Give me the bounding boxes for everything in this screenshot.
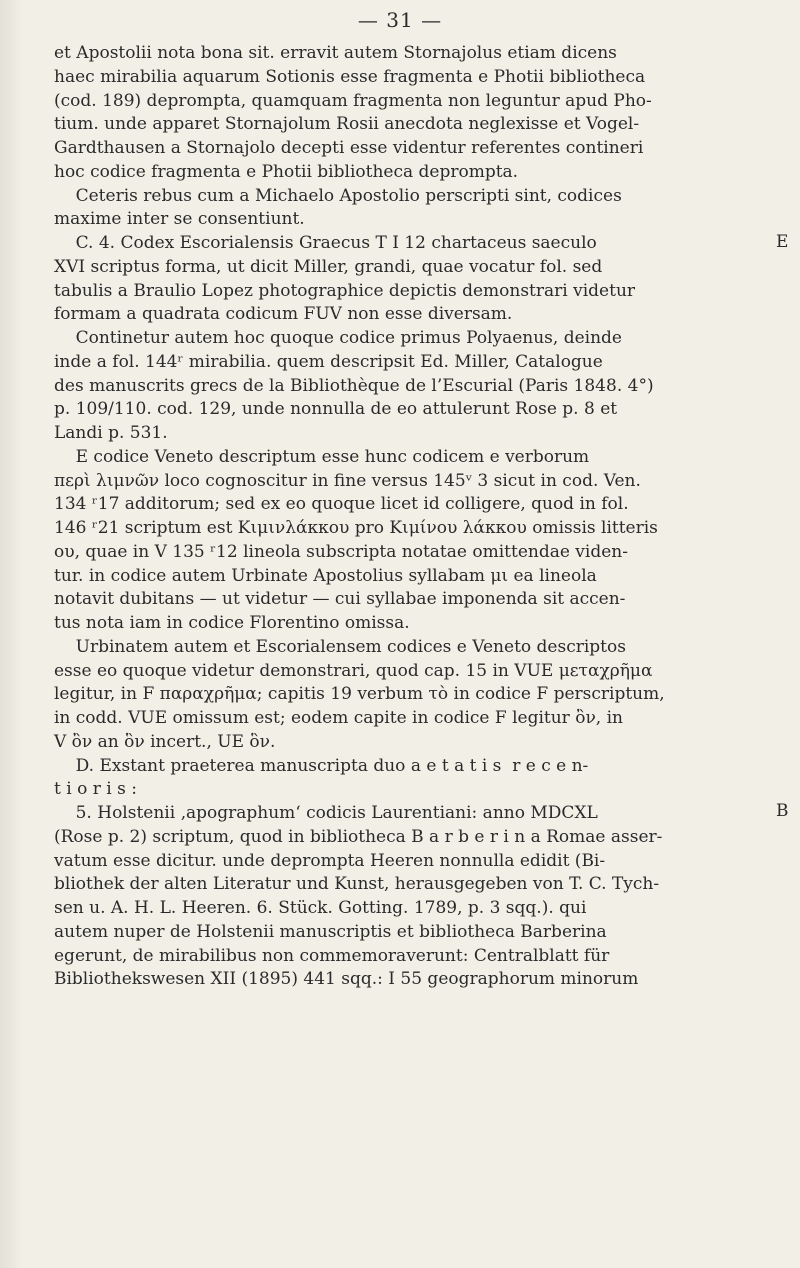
text-line: V ὂν an ὃν incert., UE ὃν.: [54, 731, 276, 752]
text-line: tabulis a Braulio Lopez photographice depictis demonstrari videtur: [54, 280, 636, 301]
text-line: et Apostolii nota bona sit. erravit autem Stornajolus etiam dicens: [54, 43, 617, 63]
text-line: Urbinatem autem et Escorialensem codices e Veneto descriptos: [54, 636, 626, 657]
text-line: περὶ λιμνῶν loco cognoscitur in fine versus 145ᵛ 3 sicut in cod. Ven.: [54, 470, 641, 491]
text-line: tus nota iam in codice Florentino omissa.: [54, 613, 410, 633]
text-line: (Rose p. 2) scriptum, quod in bibliotheca B a r b e r i n a Romae asser-: [54, 826, 663, 847]
text-line: des manuscrits grecs de la Bibliothèque de l’Escurial (Paris 1848. 4°): [54, 375, 654, 396]
text-line: t i o r i s :: [54, 779, 137, 800]
text-line: autem nuper de Holstenii manuscriptis et bibliotheca Barberina: [54, 921, 607, 942]
text-line: notavit dubitans — ut videtur — cui syllabae imponenda sit accen-: [54, 589, 626, 610]
scan-edge-shadow: [0, 0, 22, 1268]
text-line: Gardthausen a Stornajolo decepti esse videntur referentes contineri: [54, 138, 644, 158]
text-line: inde a fol. 144ʳ mirabilia. quem descripsit Ed. Miller, Catalogue: [54, 351, 603, 372]
margin-mark-b: B: [776, 801, 789, 821]
text-line: legitur, in F παραχρῆμα; capitis 19 verbum τὸ in codice F perscriptum,: [54, 684, 665, 705]
text-line: p. 109/110. cod. 129, unde nonnulla de eo attulerunt Rose p. 8 et: [54, 399, 618, 420]
text-line: esse eo quoque videtur demonstrari, quod cap. 15 in VUE μεταχρῆμα: [54, 660, 653, 681]
body-text: [54, 42, 774, 992]
text-line: ου, quae in V 135 ʳ12 lineola subscripta notatae omittendae viden-: [54, 541, 628, 562]
text-line: Landi p. 531.: [54, 423, 168, 443]
text-line: haec mirabilia aquarum Sotionis esse fragmenta e Photii bibliotheca: [54, 66, 646, 87]
text-line: 146 ʳ21 scriptum est Κιμινλάκκου pro Κιμίνου λάκκου omissis litteris: [54, 518, 658, 538]
text-line: egerunt, de mirabilibus non commemoraverunt: Centralblatt für: [54, 945, 610, 966]
text-line: sen u. A. H. L. Heeren. 6. Stück. Gotting. 1789, p. 3 sqq.). qui: [54, 898, 587, 918]
text-line: (cod. 189) deprompta, quamquam fragmenta non leguntur apud Pho-: [54, 90, 652, 111]
text-line: tium. unde apparet Stornajolum Rosii anecdota neglexisse et Vogel-: [54, 114, 640, 135]
margin-mark-e: E: [776, 232, 789, 252]
text-line: hoc codice fragmenta e Photii bibliotheca deprompta.: [54, 161, 519, 182]
text-line: formam a quadrata codicum FUV non esse diversam.: [54, 304, 513, 325]
text-line: Continetur autem hoc quoque codice primus Polyaenus, deinde: [54, 328, 622, 348]
text-line: vatum esse dicitur. unde deprompta Heeren nonnulla edidit (Bi-: [54, 850, 606, 871]
text-line: 5. Holstenii ‚apographum‘ codicis Laurentiani: anno MDCXL: [54, 803, 598, 823]
text-line: maxime inter se consentiunt.: [54, 209, 305, 230]
text-line: 134 ʳ17 additorum; sed ex eo quoque licet id colligere, quod in fol.: [54, 494, 629, 515]
text-line: bliothek der alten Literatur und Kunst, herausgegeben von T. C. Tych-: [54, 874, 660, 895]
page-number: — 31 —: [357, 8, 443, 32]
text-line: D. Exstant praeterea manuscripta duo a e t a t i s r e c e n-: [54, 755, 589, 776]
text-line: in codd. VUE omissum est; eodem capite in codice F legitur ὂν, in: [54, 708, 623, 728]
text-line: tur. in codice autem Urbinate Apostolius syllabam μι ea lineola: [54, 565, 597, 586]
text-line: C. 4. Codex Escorialensis Graecus T I 12 chartaceus saeculo: [54, 233, 597, 253]
text-line: Bibliothekswesen XII (1895) 441 sqq.: I 55 geographorum minorum: [54, 969, 639, 990]
text-line: E codice Veneto descriptum esse hunc codicem e verborum: [54, 446, 590, 467]
text-line: Ceteris rebus cum a Michaelo Apostolio perscripti sint, codices: [54, 185, 622, 206]
text-line: XVI scriptus forma, ut dicit Miller, grandi, quae vocatur fol. sed: [54, 256, 603, 277]
